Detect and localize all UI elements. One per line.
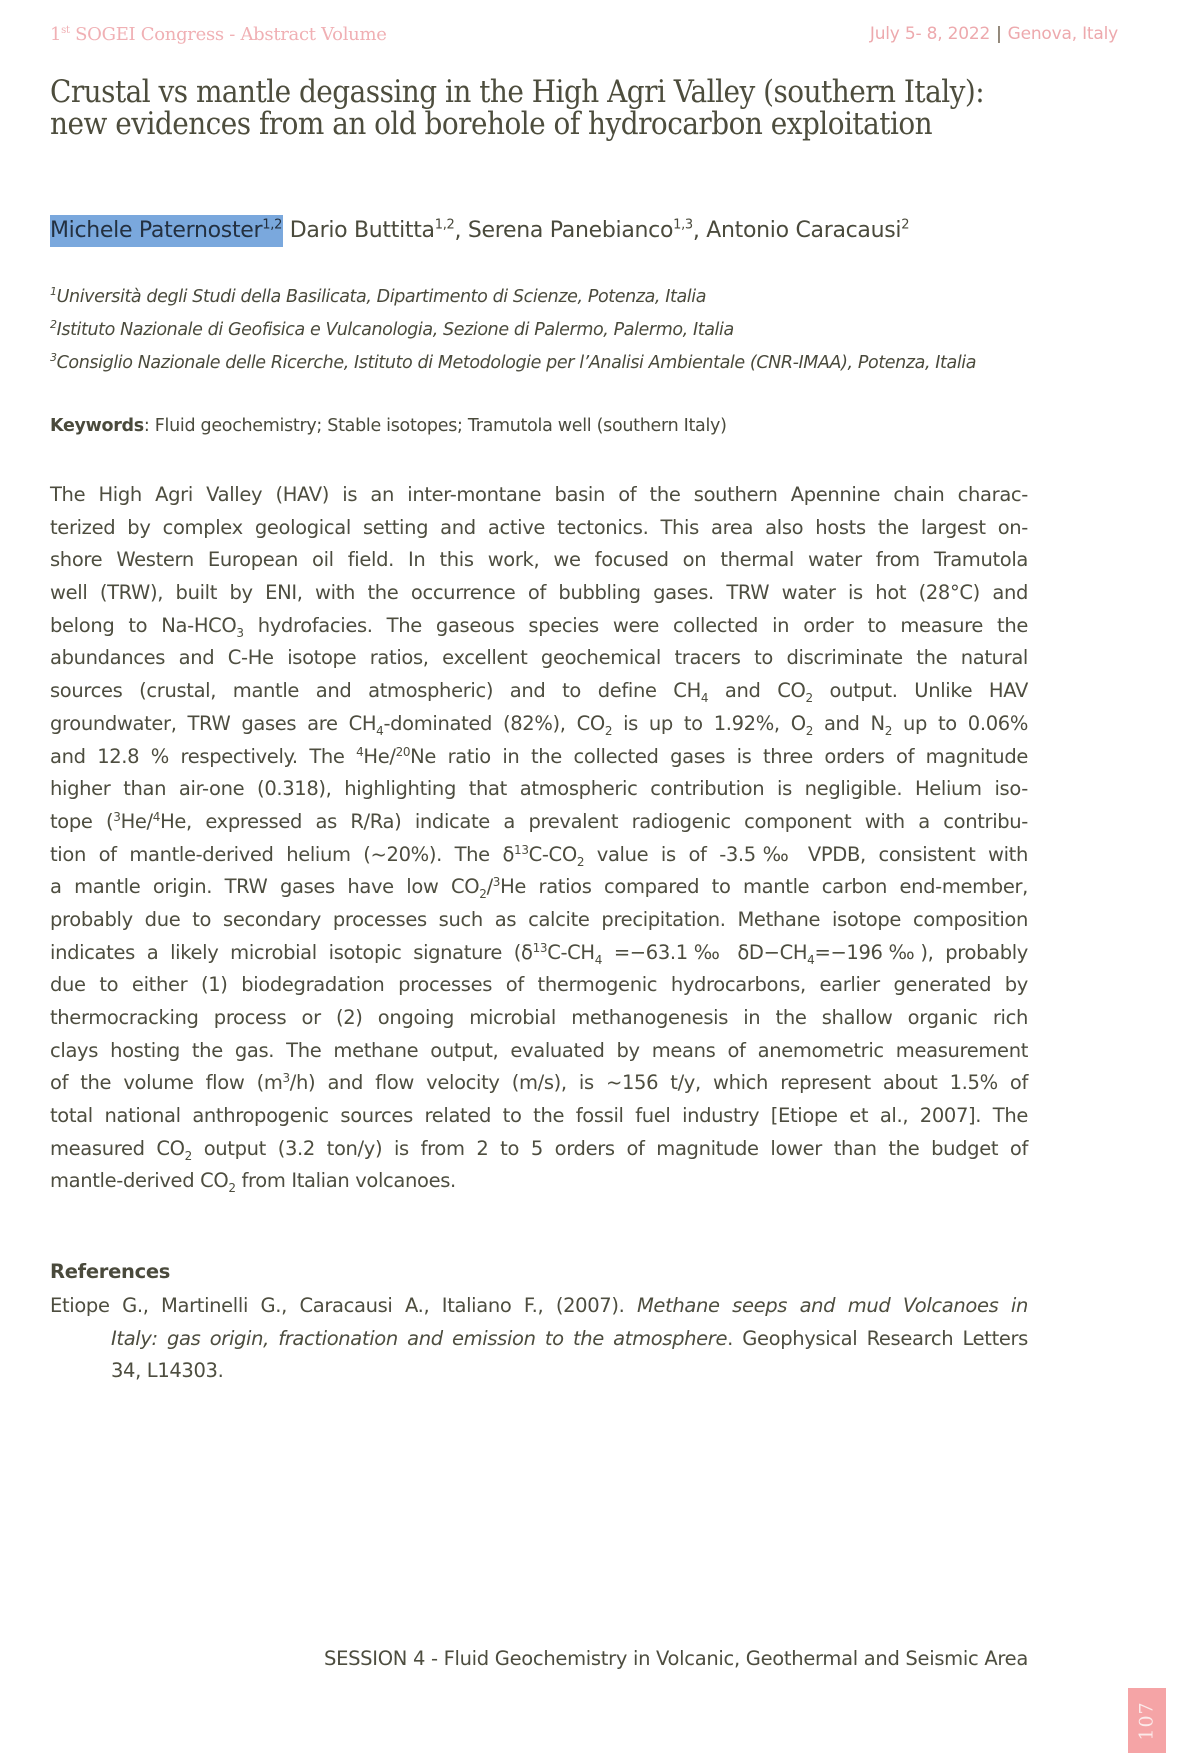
abstract-line bbox=[50, 1002, 1028, 1035]
abstract-line bbox=[50, 610, 1028, 643]
affiliation-text: Università degli Studi della Basilicata, Dipartimento di Scienze, Potenza, Italia bbox=[56, 286, 707, 307]
text-run: is up to 1.92%, O bbox=[612, 711, 806, 735]
abstract-line bbox=[50, 479, 1028, 512]
text-run: Etiope G., Martinelli G., Caracausi A., Italiano F., (2007). bbox=[50, 1294, 637, 1317]
abstract-line bbox=[50, 839, 1028, 872]
text-run: He ratios compared to mantle carbon end-member, bbox=[500, 875, 1028, 899]
affiliation-number: 3 bbox=[50, 351, 57, 364]
superscript: 13 bbox=[514, 842, 529, 857]
text-run: indicates a likely microbial isotopic signature (δ bbox=[50, 940, 533, 964]
reference-line bbox=[50, 1290, 1028, 1323]
superscript: 3 bbox=[282, 1071, 290, 1086]
abstract-line bbox=[50, 1067, 1028, 1100]
running-header-title bbox=[50, 24, 387, 45]
text-run: of the volume flow (m bbox=[50, 1071, 283, 1095]
subscript: 2 bbox=[576, 854, 585, 869]
text-run: thermocracking process or (2) ongoing microbial methanogenesis in the shallow organic rich bbox=[50, 1006, 1028, 1029]
subscript: 2 bbox=[479, 887, 487, 902]
text-run: He, expressed as R/Ra) indicate a prevalent radiogenic component with a contribu- bbox=[160, 809, 1028, 833]
superscript: 20 bbox=[395, 744, 411, 759]
text-run: due to either (1) biodegradation processes of thermogenic hydrocarbons, earlier generated by bbox=[50, 973, 1028, 997]
text-run: output (3.2 ton/y) is from 2 to 5 orders of magnitude lower than the budget of bbox=[191, 1136, 1028, 1160]
superscript: 3 bbox=[113, 809, 121, 824]
text-run: and N bbox=[813, 711, 885, 735]
abstract-line bbox=[50, 969, 1028, 1002]
text-run: /h) and flow velocity (m/s), is ~156 t/y, which represent about 1.5% of bbox=[289, 1071, 1029, 1095]
superscript: 4 bbox=[356, 744, 364, 759]
superscript: 3 bbox=[492, 875, 501, 890]
text-run: C-CO bbox=[528, 842, 577, 866]
affiliation bbox=[50, 285, 976, 318]
text-run: and 12.8 % respectively. The bbox=[50, 744, 357, 768]
subscript: 4 bbox=[376, 723, 384, 738]
abstract-line bbox=[50, 1035, 1028, 1068]
references-heading: References bbox=[50, 1260, 171, 1283]
congress-dates: July 5- 8, 2022 bbox=[869, 24, 991, 44]
author-separator: , bbox=[454, 218, 468, 244]
abstract-line bbox=[50, 708, 1028, 741]
subscript: 2 bbox=[228, 1181, 236, 1196]
author-name-text: Antonio Caracausi bbox=[706, 218, 902, 244]
congress-location: Genova, Italy bbox=[1007, 24, 1118, 44]
header-separator: | bbox=[996, 24, 1002, 44]
abstract-line bbox=[50, 773, 1028, 806]
abstract-line bbox=[50, 1133, 1028, 1166]
reference-line bbox=[50, 1323, 1028, 1356]
subscript: 4 bbox=[807, 952, 815, 967]
congress-title: SOGEI Congress - Abstract Volume bbox=[69, 24, 387, 45]
author-name[interactable] bbox=[468, 218, 693, 243]
abstract-line bbox=[50, 512, 1028, 545]
text-run: hydrofacies. The gaseous species were collected in order to measure the bbox=[243, 613, 1028, 637]
affiliation bbox=[50, 351, 976, 384]
abstract-line bbox=[50, 675, 1028, 708]
author-affiliation-marker: 2 bbox=[901, 218, 910, 233]
abstract-line bbox=[50, 577, 1028, 610]
author-name-text: Michele Paternoster bbox=[50, 218, 263, 244]
page-number: 107 bbox=[1136, 1700, 1159, 1741]
abstract-line bbox=[50, 1165, 1028, 1198]
abstract-title: Crustal vs mantle degassing in the High Agri Valley (southern Italy): new evidences from an old borehole of hydrocarbon exploitation bbox=[50, 74, 985, 142]
keywords-line bbox=[50, 416, 727, 436]
keywords-label: Keywords bbox=[50, 416, 144, 436]
superscript: 13 bbox=[532, 940, 548, 955]
text-run: C-CH bbox=[547, 940, 595, 964]
text-run: output. Unlike HAV bbox=[812, 679, 1028, 703]
subscript: 4 bbox=[700, 691, 709, 706]
text-run: tope ( bbox=[50, 809, 114, 833]
text-run: a mantle origin. TRW gases have low CO bbox=[50, 875, 480, 899]
abstract-line bbox=[50, 1100, 1028, 1133]
abstract-body bbox=[50, 479, 1028, 1198]
italic-text: Italy: gas origin, fractionation and emission to the atmosphere bbox=[111, 1326, 728, 1350]
text-run: terized by complex geological setting and active tectonics. This area also hosts the largest on- bbox=[50, 515, 1028, 539]
text-run: He/ bbox=[363, 744, 396, 768]
text-run: mantle-derived CO bbox=[50, 1169, 229, 1193]
affiliation-number: 1 bbox=[50, 285, 57, 298]
text-run: belong to Na-HCO bbox=[50, 613, 237, 637]
keywords-text: : Fluid geochemistry; Stable isotopes; Tramutola well (southern Italy) bbox=[143, 416, 727, 436]
affiliation-text: Istituto Nazionale di Geofisica e Vulcanologia, Sezione di Palermo, Palermo, Italia bbox=[56, 319, 734, 340]
text-run: value is of -3.5‰ VPDB, consistent with bbox=[584, 842, 1028, 866]
text-run: . Geophysical Research Letters bbox=[727, 1326, 1028, 1350]
author-name-text: Dario Buttitta bbox=[289, 218, 435, 244]
text-run: and CO bbox=[708, 679, 806, 703]
text-run: shore Western European oil field. In this work, we focused on thermal water from Tramutola bbox=[50, 548, 1028, 572]
affiliation-text: Consiglio Nazionale delle Ricerche, Istituto di Metodologie per l’Analisi Ambientale (CNR-IMAA), Potenza, Italia bbox=[56, 352, 977, 373]
abstract-line bbox=[50, 904, 1028, 937]
affiliation bbox=[50, 318, 976, 351]
text-run: well (TRW), built by ENI, with the occurrence of bubbling gases. TRW water is hot (28°C) and bbox=[50, 581, 1028, 605]
text-run: The High Agri Valley (HAV) is an inter-montane basin of the southern Apennine chain charac- bbox=[50, 483, 1028, 506]
references-list bbox=[50, 1290, 1028, 1388]
text-run: from Italian volcanoes. bbox=[235, 1169, 456, 1193]
text-run: 34, L14303. bbox=[111, 1359, 224, 1383]
abstract-line bbox=[50, 741, 1028, 774]
text-run: up to 0.06% bbox=[892, 711, 1028, 735]
author-name[interactable] bbox=[290, 218, 455, 243]
author-separator: , bbox=[692, 218, 707, 244]
abstract-line bbox=[50, 806, 1028, 839]
abstract-line bbox=[50, 937, 1028, 970]
text-run: =−63.1‰ δD−CH bbox=[602, 940, 808, 964]
subscript: 2 bbox=[805, 691, 813, 706]
text-run: tion of mantle-derived helium (~20%). The δ bbox=[50, 842, 515, 866]
running-header-info bbox=[870, 24, 1118, 44]
author-affiliation-marker: 1,2 bbox=[434, 218, 455, 233]
abstract-line bbox=[50, 871, 1028, 904]
subscript: 2 bbox=[184, 1148, 192, 1163]
session-footer: SESSION 4 - Fluid Geochemistry in Volcanic, Geothermal and Seismic Area bbox=[324, 1647, 1028, 1670]
affiliation-list bbox=[50, 285, 976, 384]
author-affiliation-marker: 1,2 bbox=[262, 218, 283, 233]
affiliation-number: 2 bbox=[50, 318, 57, 331]
author-separator bbox=[283, 218, 290, 243]
page-number-tab bbox=[1128, 1688, 1166, 1753]
text-run: groundwater, TRW gases are CH bbox=[50, 711, 377, 735]
text-run: measured CO bbox=[50, 1136, 185, 1160]
subscript: 2 bbox=[805, 723, 813, 738]
author-name[interactable] bbox=[706, 218, 909, 243]
text-run: higher than air-one (0.318), highlighting that atmospheric contribution is negligible. Helium iso- bbox=[50, 777, 1028, 801]
text-run: sources (crustal, mantle and atmospheric) and to define CH bbox=[50, 679, 701, 703]
congress-ordinal: 1 bbox=[50, 24, 62, 45]
subscript: 2 bbox=[884, 723, 893, 738]
text-run: / bbox=[486, 875, 493, 899]
text-run: =−196‰), probably bbox=[814, 940, 1028, 964]
abstract-line bbox=[50, 544, 1028, 577]
text-run: Ne ratio in the collected gases is three orders of magnitude bbox=[410, 744, 1028, 768]
abstract-line bbox=[50, 642, 1028, 675]
author-name[interactable] bbox=[50, 215, 283, 247]
reference-line bbox=[50, 1355, 1028, 1388]
subscript: 2 bbox=[604, 723, 613, 738]
text-run: clays hosting the gas. The methane output, evaluated by means of anemometric measurement bbox=[50, 1038, 1028, 1062]
text-run: -dominated (82%), CO bbox=[383, 711, 605, 735]
italic-text: Methane seeps and mud Volcanoes in bbox=[636, 1294, 1028, 1317]
subscript: 4 bbox=[594, 952, 603, 967]
text-run: total national anthropogenic sources related to the fossil fuel industry [Etiope et al., 2007]. The bbox=[50, 1104, 1028, 1128]
author-affiliation-marker: 1,3 bbox=[673, 218, 693, 233]
text-run: probably due to secondary processes such as calcite precipitation. Methane isotope composition bbox=[50, 907, 1028, 931]
text-run: abundances and C-He isotope ratios, excellent geochemical tracers to discriminate the natural bbox=[50, 646, 1028, 670]
subscript: 3 bbox=[236, 625, 244, 640]
author-list[interactable] bbox=[50, 218, 909, 243]
author-name-text: Serena Panebianco bbox=[467, 218, 674, 244]
text-run: He/ bbox=[120, 809, 153, 833]
superscript: 4 bbox=[152, 809, 161, 824]
congress-ordinal-suffix: st bbox=[61, 25, 70, 36]
